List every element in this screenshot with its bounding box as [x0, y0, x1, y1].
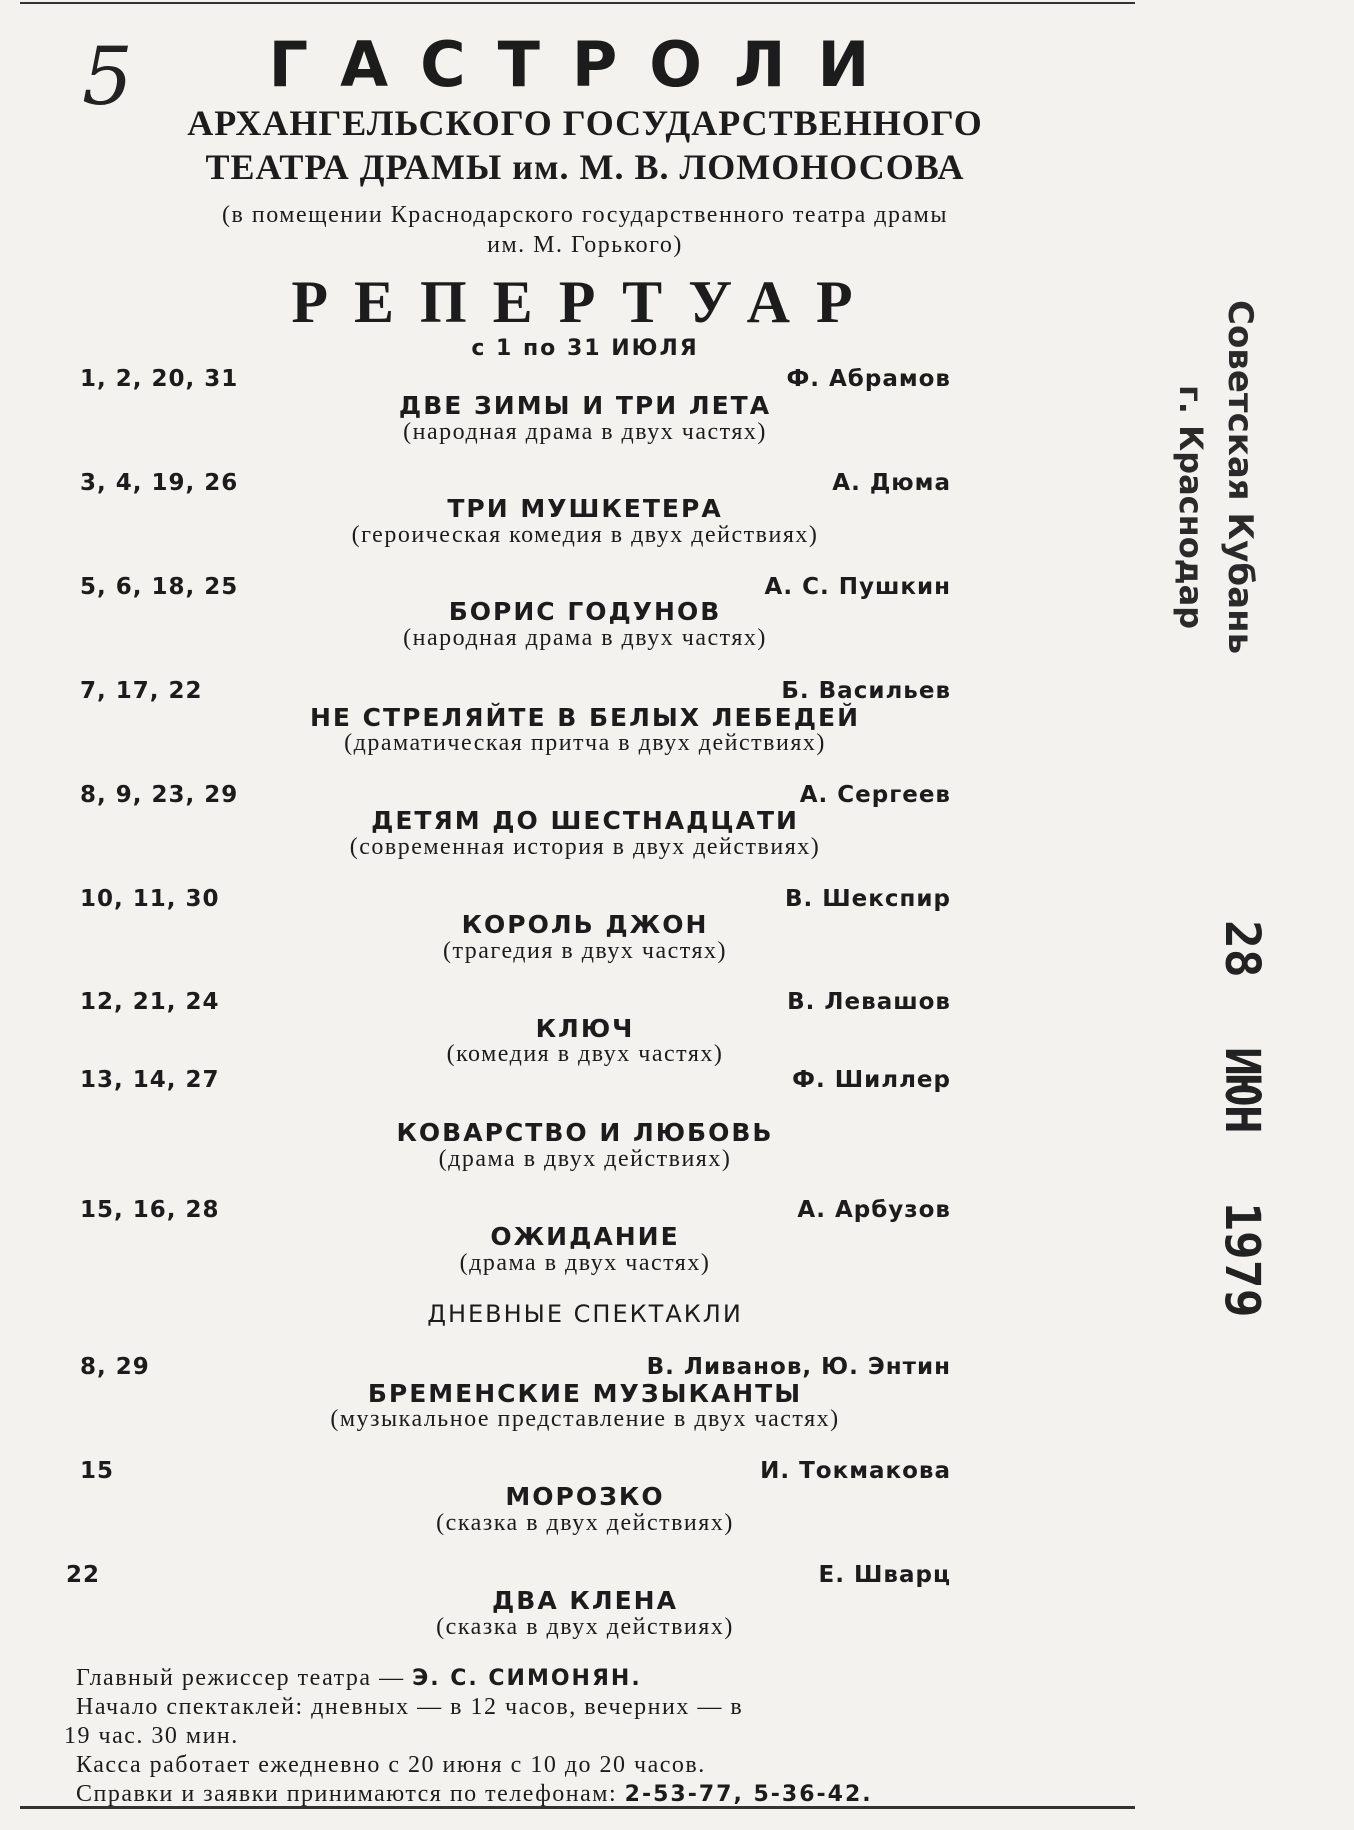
phones-line — [76, 1780, 1138, 1809]
newspaper-stamp: Советская Кубань — [1220, 300, 1260, 655]
venue-note — [0, 200, 1170, 260]
play-title: КЛЮЧ — [535, 1014, 635, 1043]
play-dates: 15, 16, 28 — [80, 1197, 220, 1223]
play-dates: 22 — [66, 1562, 101, 1588]
venue-line2: им. М. Горького) — [487, 232, 683, 258]
play-author: Е. Шварц — [818, 1562, 951, 1588]
date-stamp — [1190, 920, 1270, 1358]
start-time-line1: Начало спектаклей: дневных — в 12 часов, вечерних — в — [76, 1694, 744, 1720]
stamp-month: ИЮН — [1214, 1046, 1270, 1134]
play-genre: (драма в двух частях) — [459, 1250, 711, 1276]
play-dates: 3, 4, 19, 26 — [80, 470, 239, 496]
play-title: ДЕТЯМ ДО ШЕСТНАДЦАТИ — [371, 806, 799, 835]
bottom-rule — [20, 1806, 1135, 1809]
venue-line1: (в помещении Краснодарского государственного театра драмы — [222, 202, 948, 228]
play-dates: 12, 21, 24 — [80, 989, 220, 1015]
play-author: Ф. Шиллер — [792, 1067, 951, 1093]
play-dates: 7, 17, 22 — [80, 678, 203, 704]
box-office-line: Касса работает ежедневно с 20 июня с 10 до 20 часов. — [76, 1752, 706, 1778]
play-title: ТРИ МУШКЕТЕРА — [447, 494, 723, 523]
play-author: А. С. Пушкин — [764, 574, 951, 600]
play-author: В. Левашов — [787, 989, 951, 1015]
play-genre: (народная драма в двух частях) — [403, 625, 767, 651]
play-title: КОВАРСТВО И ЛЮБОВЬ — [396, 1118, 774, 1147]
play-title: БРЕМЕНСКИЕ МУЗЫКАНТЫ — [367, 1379, 803, 1408]
repertoire-heading: РЕПЕРТУАР — [291, 269, 879, 335]
handwritten-mark: 5 — [82, 30, 133, 123]
start-time-line2: 19 час. 30 мин. — [64, 1723, 239, 1749]
play-title: ДВА КЛЕНА — [492, 1586, 678, 1615]
director-line — [76, 1664, 1138, 1693]
play-dates: 8, 29 — [80, 1354, 150, 1380]
play-genre: (драма в двух действиях) — [438, 1146, 732, 1172]
play-genre: (героическая комедия в двух действиях) — [351, 522, 819, 548]
play-genre: (сказка в двух действиях) — [436, 1510, 734, 1536]
play-dates: 15 — [80, 1458, 115, 1484]
play-title: БОРИС ГОДУНОВ — [448, 597, 722, 626]
play-author: А. Дюма — [832, 470, 951, 496]
play-title: ДВЕ ЗИМЫ И ТРИ ЛЕТА — [398, 391, 772, 420]
daytime-heading: ДНЕВНЫЕ СПЕКТАКЛИ — [427, 1300, 743, 1328]
footer-notes — [64, 1664, 1138, 1809]
play-genre: (народная драма в двух частях) — [403, 419, 767, 445]
play-author: И. Токмакова — [760, 1458, 951, 1484]
play-author: Ф. Абрамов — [786, 366, 951, 392]
play-author: А. Арбузов — [797, 1197, 951, 1223]
play-genre: (трагедия в двух частях) — [442, 938, 727, 964]
play-dates: 8, 9, 23, 29 — [80, 782, 239, 808]
play-genre: (современная история в двух действиях) — [349, 834, 821, 860]
phones-prefix: Справки и заявки принимаются по телефонам: — [76, 1781, 618, 1807]
period: с 1 по 31 ИЮЛЯ — [471, 336, 699, 361]
theatre-name-line2: ТЕАТРА ДРАМЫ им. М. В. ЛОМОНОСОВА — [205, 147, 965, 187]
play-author: Б. Васильев — [781, 678, 951, 704]
play-title: НЕ СТРЕЛЯЙТЕ В БЕЛЫХ ЛЕБЕДЕЙ — [309, 703, 861, 732]
poster-title: ГАСТРОЛИ — [268, 28, 902, 101]
director-prefix: Главный режиссер театра — — [76, 1665, 405, 1691]
play-title: КОРОЛЬ ДЖОН — [461, 910, 709, 939]
play-genre: (музыкальное представление в двух частях) — [330, 1406, 840, 1432]
stamp-day: 28 — [1214, 920, 1270, 978]
play-dates: 5, 6, 18, 25 — [80, 574, 239, 600]
play-author: А. Сергеев — [799, 782, 951, 808]
play-author: В. Ливанов, Ю. Энтин — [646, 1354, 951, 1380]
play-genre: (драматическая притча в двух действиях) — [344, 730, 826, 756]
play-dates: 10, 11, 30 — [80, 886, 220, 912]
city-stamp: г. Краснодар — [1172, 385, 1210, 630]
play-title: ОЖИДАНИЕ — [490, 1222, 680, 1251]
play-title: МОРОЗКО — [505, 1482, 665, 1511]
stamp-year: 1979 — [1214, 1202, 1270, 1318]
play-genre: (сказка в двух действиях) — [436, 1614, 734, 1640]
theatre-name-line1: АРХАНГЕЛЬСКОГО ГОСУДАРСТВЕННОГО — [187, 103, 983, 143]
director-name: Э. С. СИМОНЯН. — [412, 1666, 642, 1691]
play-dates: 13, 14, 27 — [80, 1067, 220, 1093]
phone-numbers: 2-53-77, 5-36-42. — [624, 1782, 873, 1807]
play-genre: (комедия в двух частях) — [446, 1041, 724, 1067]
play-author: В. Шекспир — [784, 886, 951, 912]
play-dates: 1, 2, 20, 31 — [80, 366, 239, 392]
